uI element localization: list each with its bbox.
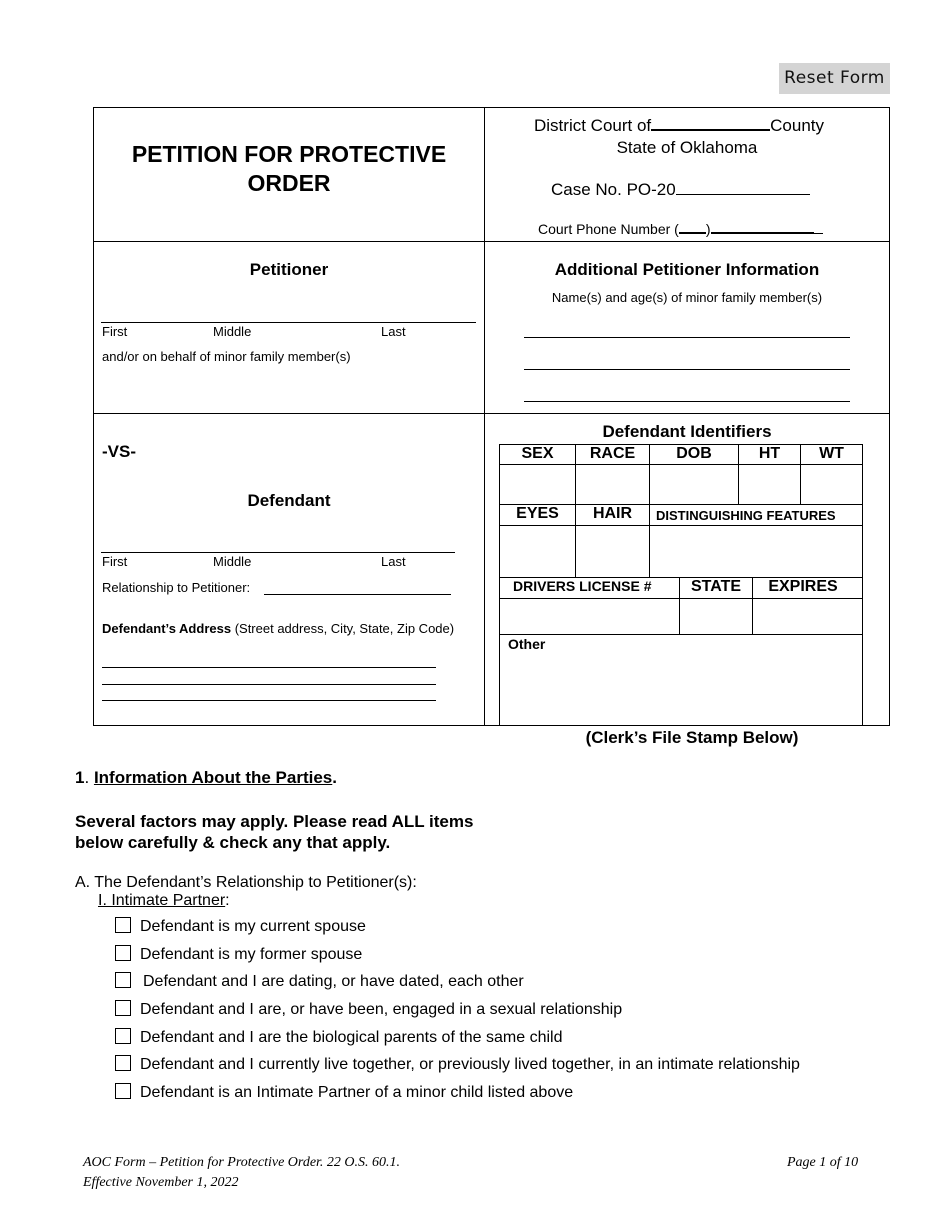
former-spouse-label: Defendant is my former spouse — [140, 946, 363, 963]
ht-field[interactable] — [739, 465, 800, 504]
license-expires-field[interactable] — [753, 599, 862, 634]
state-header: STATE — [690, 578, 742, 595]
hair-header: HAIR — [592, 505, 633, 522]
identifiers-heading: Defendant Identifiers — [602, 422, 772, 441]
drivers-license-field[interactable] — [500, 599, 679, 634]
license-state-field[interactable] — [680, 599, 752, 634]
minor-member-field-2[interactable] — [524, 369, 850, 370]
clerk-stamp-label: (Clerk’s File Stamp Below) — [585, 728, 799, 747]
hair-field[interactable] — [576, 526, 649, 577]
section-1-instruction: Several factors may apply. Please read ALL items below carefully & check any that apply. — [75, 812, 474, 852]
court-phone-field[interactable] — [711, 223, 814, 234]
case-number-line: Case No. PO-20 — [551, 180, 810, 200]
drivers-license-header: DRIVERS LICENSE # — [513, 578, 652, 594]
race-header: RACE — [589, 445, 636, 462]
header-top-border — [93, 107, 890, 108]
header-divider-1 — [93, 241, 890, 242]
page-number: Page 1 of 10 — [787, 1155, 859, 1170]
reset-form-button[interactable]: Reset Form — [779, 63, 890, 94]
other-field[interactable] — [500, 655, 862, 725]
district-court-line: District Court of County — [534, 116, 825, 135]
header-divider-2 — [93, 413, 890, 414]
defendant-name-field[interactable] — [101, 552, 455, 553]
wt-header: WT — [819, 445, 844, 462]
intimate-partner-label: I. Intimate Partner: — [98, 892, 230, 909]
defendant-address-label: Defendant’s Address (Street address, City, State, Zip Code) — [102, 621, 455, 636]
petitioner-name-field[interactable] — [101, 322, 476, 323]
eyes-field[interactable] — [500, 526, 575, 577]
header-center-border — [484, 107, 485, 726]
footer-form-line-1: AOC Form – Petition for Protective Order. 22 O.S. 60.1. — [83, 1155, 401, 1170]
petitioner-last-label: Last — [381, 324, 406, 339]
defendant-first-label: First — [102, 554, 128, 569]
case-number-field[interactable] — [676, 181, 810, 195]
vs-label: -VS- — [102, 442, 136, 461]
eyes-header: EYES — [516, 505, 559, 522]
defendant-heading: Defendant — [247, 491, 331, 510]
petitioner-heading: Petitioner — [249, 260, 329, 279]
defendant-address-field-1[interactable] — [102, 667, 436, 668]
race-field[interactable] — [576, 465, 649, 504]
sexual-relationship-label: Defendant and I are, or have been, engaged in a sexual relationship — [140, 1001, 623, 1018]
same-child-parents-label: Defendant and I are the biological parents of the same child — [140, 1029, 563, 1046]
relationship-field[interactable] — [264, 594, 451, 595]
county-field[interactable] — [651, 117, 770, 131]
live-together-checkbox[interactable] — [115, 1055, 131, 1071]
page-title: PETITION FOR PROTECTIVE ORDER — [131, 141, 447, 196]
distinguishing-features-field[interactable] — [650, 526, 862, 577]
dating-checkbox[interactable] — [115, 972, 131, 988]
minor-member-field-1[interactable] — [524, 337, 850, 338]
header-right-border — [889, 107, 890, 726]
sex-header: SEX — [521, 445, 554, 462]
defendant-last-label: Last — [381, 554, 406, 569]
expires-header: EXPIRES — [768, 578, 838, 595]
header-bottom-left — [93, 725, 499, 726]
petitioner-behalf-label: and/or on behalf of minor family member(s) — [102, 349, 351, 364]
other-label: Other — [508, 636, 546, 652]
dob-header: DOB — [676, 445, 712, 462]
current-spouse-checkbox[interactable] — [115, 917, 131, 933]
sexual-relationship-checkbox[interactable] — [115, 1000, 131, 1016]
dob-field[interactable] — [650, 465, 738, 504]
minor-child-partner-checkbox[interactable] — [115, 1083, 131, 1099]
defendant-address-field-2[interactable] — [102, 684, 436, 685]
defendant-address-field-3[interactable] — [102, 700, 436, 701]
relationship-label: Relationship to Petitioner: — [102, 580, 251, 595]
ht-header: HT — [758, 445, 781, 462]
sex-field[interactable] — [500, 465, 575, 504]
live-together-label: Defendant and I currently live together, or previously lived together, in an intimate relationship — [140, 1056, 800, 1073]
current-spouse-label: Defendant is my current spouse — [140, 918, 366, 935]
subsection-a-label: A. The Defendant’s Relationship to Petitioner(s): — [75, 874, 417, 891]
header-left-border — [93, 107, 94, 726]
distinguishing-features-header: DISTINGUISHING FEATURES — [656, 508, 836, 523]
section-1-heading: 1. Information About the Parties. — [75, 768, 337, 787]
state-label: State of Oklahoma — [616, 138, 758, 157]
footer-form-line-2: Effective November 1, 2022 — [83, 1175, 239, 1190]
same-child-parents-checkbox[interactable] — [115, 1028, 131, 1044]
petitioner-first-label: First — [102, 324, 128, 339]
petitioner-middle-label: Middle — [213, 324, 252, 339]
header-bottom-right — [862, 725, 890, 726]
former-spouse-checkbox[interactable] — [115, 945, 131, 961]
court-phone-area-field[interactable] — [679, 223, 706, 234]
minor-child-partner-label: Defendant is an Intimate Partner of a minor child listed above — [140, 1084, 574, 1101]
additional-info-sub: Name(s) and age(s) of minor family member(s) — [551, 290, 823, 305]
additional-info-heading: Additional Petitioner Information — [554, 260, 820, 279]
dating-label: Defendant and I are dating, or have dated, each other — [143, 973, 524, 990]
minor-member-field-3[interactable] — [524, 401, 850, 402]
defendant-middle-label: Middle — [213, 554, 252, 569]
court-phone-line: Court Phone Number ( ) — [538, 221, 823, 237]
wt-field[interactable] — [801, 465, 862, 504]
